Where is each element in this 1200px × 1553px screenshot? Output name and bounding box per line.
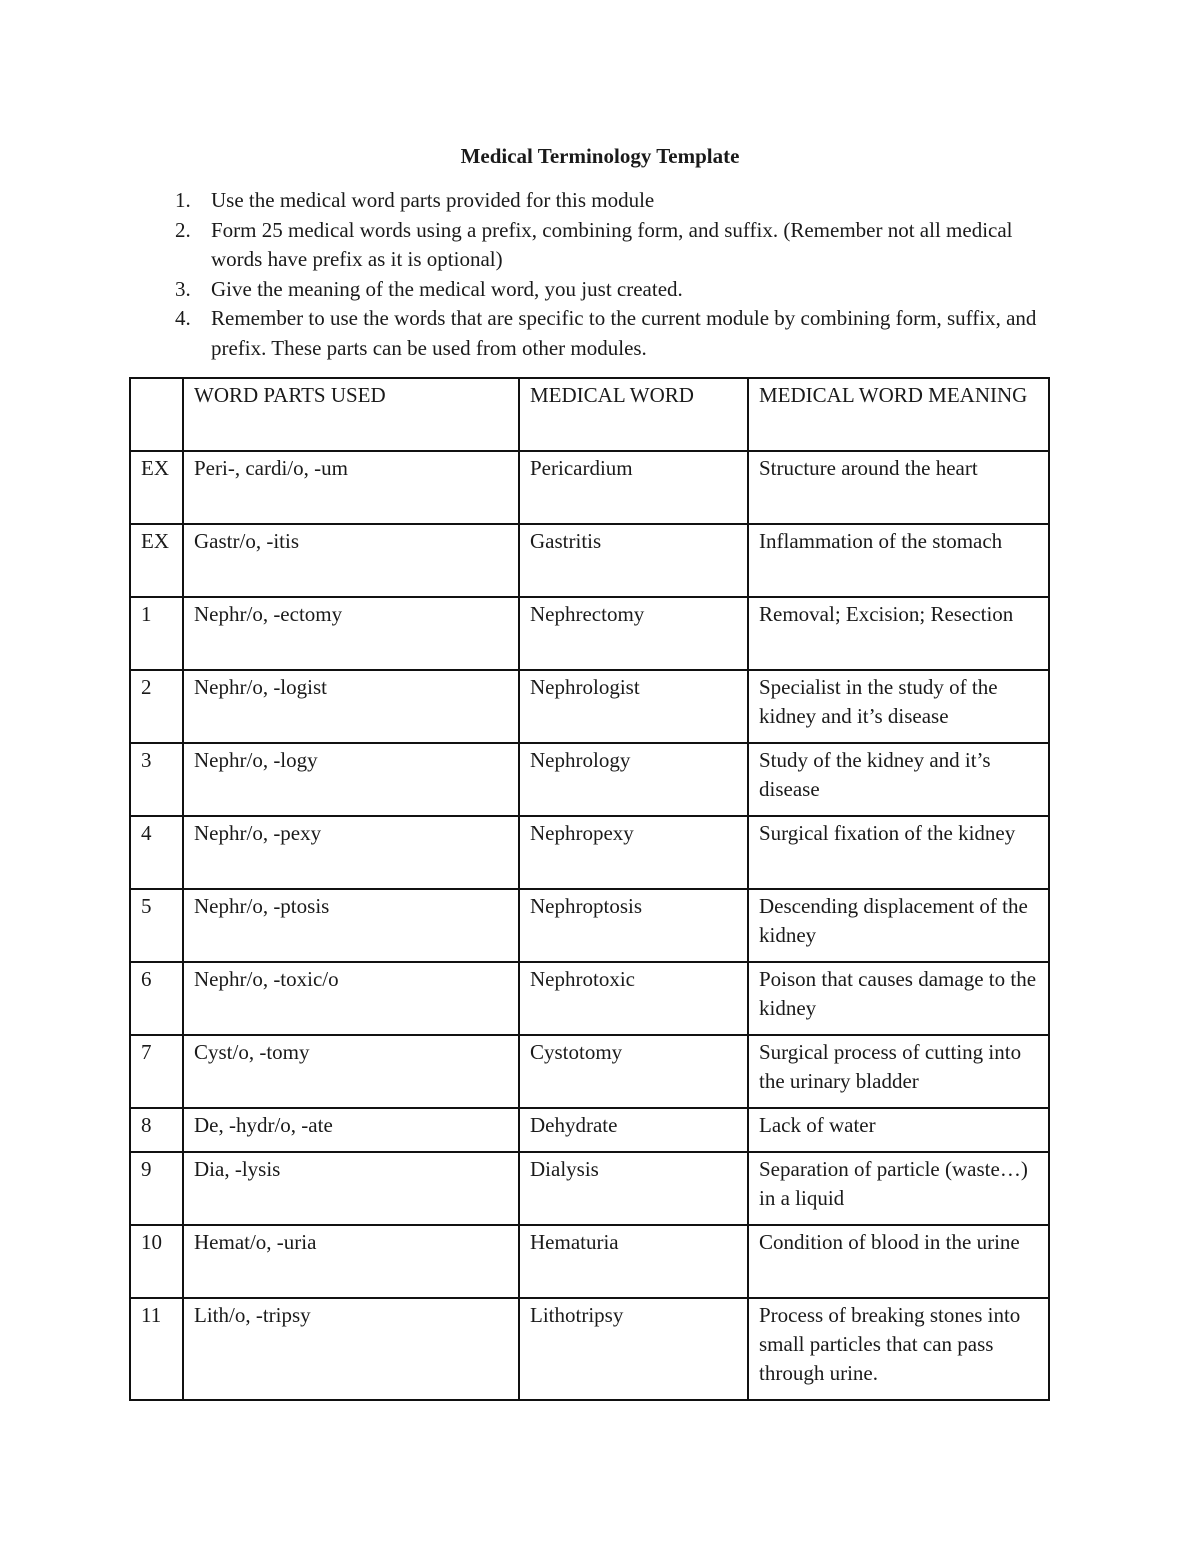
medical-word-cell: Gastritis <box>519 524 748 597</box>
word-parts-cell: Nephr/o, -toxic/o <box>183 962 519 1035</box>
row-number-cell: 3 <box>130 743 183 816</box>
meaning-cell: Descending displacement of the kidney <box>748 889 1049 962</box>
medical-word-cell: Cystotomy <box>519 1035 748 1108</box>
meaning-cell: Lack of water <box>748 1108 1049 1152</box>
instruction-number: 3. <box>175 276 191 301</box>
instruction-number: 1. <box>175 188 191 212</box>
instructions-list <box>175 186 1045 363</box>
medical-word-cell: Nephrology <box>519 743 748 816</box>
medical-word-cell: Nephroptosis <box>519 889 748 962</box>
table-row <box>130 889 1049 962</box>
table-row <box>130 743 1049 816</box>
word-parts-cell: Cyst/o, -tomy <box>183 1035 519 1108</box>
instruction-number: 4. <box>175 306 191 330</box>
meaning-cell: Structure around the heart <box>748 451 1049 524</box>
medical-word-cell: Dehydrate <box>519 1108 748 1152</box>
meaning-cell: Study of the kidney and it’s disease <box>748 743 1049 816</box>
header-cell-word-parts: WORD PARTS USED <box>183 378 519 451</box>
table-row <box>130 670 1049 743</box>
word-parts-cell: Dia, -lysis <box>183 1152 519 1225</box>
header-cell-number <box>130 378 183 451</box>
row-number-cell: 5 <box>130 889 183 962</box>
meaning-cell: Inflammation of the stomach <box>748 524 1049 597</box>
instruction-item <box>175 275 1045 305</box>
meaning-cell: Removal; Excision; Resection <box>748 597 1049 670</box>
word-parts-cell: Nephr/o, -logist <box>183 670 519 743</box>
table-row <box>130 1108 1049 1152</box>
meaning-cell: Condition of blood in the urine <box>748 1225 1049 1298</box>
row-number-cell: 8 <box>130 1108 183 1152</box>
medical-word-cell: Pericardium <box>519 451 748 524</box>
meaning-cell: Surgical fixation of the kidney <box>748 816 1049 889</box>
meaning-cell: Process of breaking stones into small particles that can pass through urine. <box>748 1298 1049 1400</box>
header-cell-meaning: MEDICAL WORD MEANING <box>748 378 1049 451</box>
row-number-cell: 7 <box>130 1035 183 1108</box>
terminology-table <box>129 377 1050 1401</box>
word-parts-cell: Peri-, cardi/o, -um <box>183 451 519 524</box>
medical-word-cell: Lithotripsy <box>519 1298 748 1400</box>
instruction-item <box>175 216 1045 275</box>
header-cell-medical-word: MEDICAL WORD <box>519 378 748 451</box>
row-number-cell: 1 <box>130 597 183 670</box>
row-number-cell: EX <box>130 451 183 524</box>
instruction-item <box>175 304 1045 363</box>
instruction-text: Use the medical word parts provided for this module <box>211 188 655 212</box>
instruction-text: Give the meaning of the medical word, you just created. <box>211 276 683 301</box>
instruction-item <box>175 186 1045 216</box>
instruction-number: 2. <box>175 217 191 242</box>
row-number-cell: 6 <box>130 962 183 1035</box>
word-parts-cell: De, -hydr/o, -ate <box>183 1108 519 1152</box>
word-parts-cell: Hemat/o, -uria <box>183 1225 519 1298</box>
word-parts-cell: Nephr/o, -ptosis <box>183 889 519 962</box>
row-number-cell: 2 <box>130 670 183 743</box>
table-row <box>130 1225 1049 1298</box>
medical-word-cell: Nephrotoxic <box>519 962 748 1035</box>
table-row <box>130 1298 1049 1400</box>
meaning-cell: Specialist in the study of the kidney and it’s disease <box>748 670 1049 743</box>
table-row <box>130 816 1049 889</box>
meaning-cell: Poison that causes damage to the kidney <box>748 962 1049 1035</box>
row-number-cell: 4 <box>130 816 183 889</box>
table-row <box>130 597 1049 670</box>
medical-word-cell: Nephrectomy <box>519 597 748 670</box>
table-row <box>130 451 1049 524</box>
table-row <box>130 1152 1049 1225</box>
row-number-cell: 11 <box>130 1298 183 1400</box>
meaning-cell: Surgical process of cutting into the urinary bladder <box>748 1035 1049 1108</box>
table-row <box>130 1035 1049 1108</box>
word-parts-cell: Nephr/o, -logy <box>183 743 519 816</box>
medical-word-cell: Nephropexy <box>519 816 748 889</box>
instruction-text: Form 25 medical words using a prefix, combining form, and suffix. (Remember not all medical words have prefix as it is optional) <box>211 217 1013 271</box>
row-number-cell: 10 <box>130 1225 183 1298</box>
word-parts-cell: Nephr/o, -ectomy <box>183 597 519 670</box>
instruction-text: Remember to use the words that are specific to the current module by combining form, suffix, and prefix. These parts can be used from other modules. <box>211 306 1037 360</box>
word-parts-cell: Nephr/o, -pexy <box>183 816 519 889</box>
medical-word-cell: Hematuria <box>519 1225 748 1298</box>
word-parts-cell: Gastr/o, -itis <box>183 524 519 597</box>
table-header-row <box>130 378 1049 451</box>
word-parts-cell: Lith/o, -tripsy <box>183 1298 519 1400</box>
page-title: Medical Terminology Template <box>460 144 740 168</box>
row-number-cell: EX <box>130 524 183 597</box>
row-number-cell: 9 <box>130 1152 183 1225</box>
medical-word-cell: Dialysis <box>519 1152 748 1225</box>
meaning-cell: Separation of particle (waste…) in a liquid <box>748 1152 1049 1225</box>
table-row <box>130 962 1049 1035</box>
medical-word-cell: Nephrologist <box>519 670 748 743</box>
table-row <box>130 524 1049 597</box>
